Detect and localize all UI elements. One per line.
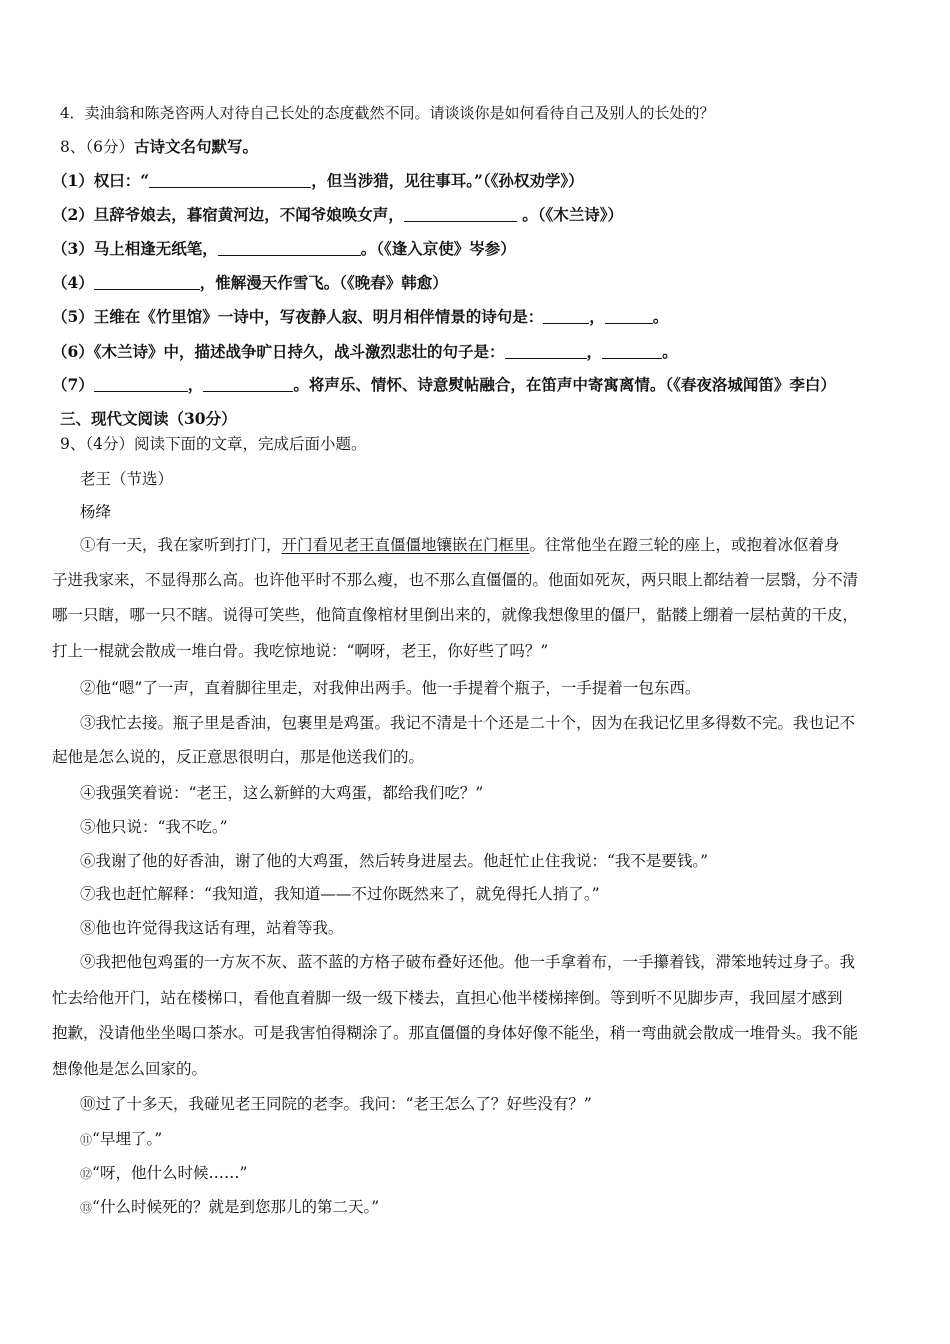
paragraph-2: ②他“嗯”了一声，直着脚往里走，对我伸出两手。他一手提着个瓶子，一手提着一包东西。 [80,679,701,697]
poem-item-7-separator: ， [187,375,204,394]
question-8-title: 古诗文名句默写。 [133,137,258,156]
article-title: 老王（节选） [80,470,174,488]
paragraph-12 [80,1163,247,1184]
question-8-header [60,137,258,157]
answer-blank[interactable] [203,375,293,392]
paragraph-12-text: “呀，他什么时候……” [92,1164,248,1182]
paragraph-9-line-3: 抱歉，没请他坐坐喝口茶水。可是我害怕得糊涂了。那直僵僵的身体好像不能坐，稍一弯曲就会散成一堆骨头。我不能 [52,1024,859,1042]
paragraph-1-text: 。往常他坐在蹬三轮的座上，或抱着冰伛着身 [529,536,840,554]
poem-item-5-suffix: 。 [652,307,669,326]
paragraph-3-line-1: ③我忙去接。瓶子里是香油，包裹里是鸡蛋。我记不清是十个还是二十个，因为在我记忆里多得数不完。我也记不 [80,714,856,732]
paragraph-12-number: ⑫ [80,1167,93,1181]
paragraph-5: ⑤他只说：“我不吃。” [80,818,228,836]
paragraph-4: ④我强笑着说：“老王，这么新鲜的大鸡蛋，都给我们吃？” [80,784,484,802]
paragraph-1-line-4: 打上一棍就会散成一堆白骨。我吃惊地说：“啊呀，老王，你好些了吗？” [52,642,549,660]
answer-blank[interactable] [94,375,188,392]
poem-item-6-suffix: 。 [662,342,678,361]
poem-item-4 [52,273,448,293]
paragraph-9-line-2: 忙去给他开门，站在楼梯口，看他直着脚一级一级下楼去，直担心他半楼梯摔倒。等到听不见脚步声，我回屋才感到 [52,989,843,1007]
paragraph-13-number: ⑬ [80,1201,93,1215]
question-8-number: 8、（6分） [60,138,134,156]
paragraph-3-line-2: 起他是怎么说的，反正意思很明白，那是他送我们的。 [52,748,425,766]
underlined-sentence: 开门看见老王直僵僵地镶嵌在门框里 [281,536,530,554]
paragraph-11 [80,1129,162,1150]
question-9: 9、（4分）阅读下面的文章，完成后面小题。 [60,435,367,453]
poem-item-6 [52,342,678,362]
poem-item-3 [52,239,516,259]
poem-item-3-suffix: 。（《逢入京使》岑参） [360,239,516,258]
answer-blank[interactable] [404,205,517,222]
paragraph-13 [80,1197,379,1218]
poem-item-6-separator: ， [586,342,603,361]
poem-item-1-suffix: ，但当涉猎，见往事耳。”（《孙权劝学》） [311,171,584,190]
poem-item-7-prefix: （7） [52,375,94,394]
answer-blank[interactable] [218,239,361,256]
answer-blank[interactable] [543,307,589,324]
poem-item-2 [52,205,623,225]
paragraph-11-number: ⑪ [80,1133,93,1147]
answer-blank[interactable] [505,342,587,359]
paragraph-8: ⑧他也许觉得我这话有理，站着等我。 [80,919,344,937]
section-3-heading: 三、现代文阅读（30分） [60,409,237,428]
poem-item-3-prefix: （3）马上相逢无纸笔， [52,239,218,258]
poem-item-2-suffix: 。（《木兰诗》） [516,205,623,224]
paragraph-1-line-1 [80,535,840,555]
poem-item-1-prefix: （1）权曰：“ [52,171,150,190]
poem-item-5 [52,307,668,327]
paragraph-6: ⑥我谢了他的好香油，谢了他的大鸡蛋，然后转身进屋去。他赶忙止住我说：“我不是要钱。” [80,852,709,870]
poem-item-6-prefix: （6）《木兰诗》中，描述战争旷日持久，战斗激烈悲壮的句子是： [52,342,505,361]
poem-item-1 [52,171,584,191]
paragraph-13-text: “什么时候死的？就是到您那儿的第二天。” [92,1198,380,1216]
paragraph-9-line-1: ⑨我把他包鸡蛋的一方灰不灰、蓝不蓝的方格子破布叠好还他。他一手拿着布，一手攥着钱，滞笨地转过身子。我 [80,953,856,971]
paragraph-1-line-3: 哪一只瞎，哪一只不瞎。说得可笑些，他简直像棺材里倒出来的，就像我想像里的僵尸，骷髅上绷着一层枯黄的干皮， [52,606,859,624]
paragraph-10: ⑩过了十多天，我碰见老王同院的老李。我问：“老王怎么了？好些没有？” [80,1095,592,1113]
paragraph-1-line-2: 子进我家来，不显得那么高。也许他平时不那么瘦，也不那么直僵僵的。他面如死灰，两只眼上都结着一层翳，分不清 [52,571,859,589]
poem-item-4-suffix: ，惟解漫天作雪飞。（《晚春》韩愈） [199,273,448,292]
article-author: 杨绛 [80,503,112,521]
question-4: 4．卖油翁和陈尧咨两人对待自己长处的态度截然不同。请谈谈你是如何看待自己及别人的长处的？ [60,104,715,122]
paragraph-7: ⑦我也赶忙解释：“我知道，我知道——不过你既然来了，就免得托人捎了。” [80,885,600,903]
poem-item-4-prefix: （4） [52,273,94,292]
paragraph-1-text: ①有一天，我在家听到打门， [80,536,282,554]
poem-item-5-separator: ， [589,307,605,326]
paragraph-11-text: “早埋了。” [92,1130,163,1148]
answer-blank[interactable] [94,273,200,290]
poem-item-2-prefix: （2）旦辞爷娘去，暮宿黄河边，不闻爷娘唤女声， [52,205,404,224]
poem-item-7 [52,375,836,395]
paragraph-9-line-4: 想像他是怎么回家的。 [52,1060,208,1078]
poem-item-7-suffix: 。将声乐、情怀、诗意熨帖融合，在笛声中寄寓离情。（《春夜洛城闻笛》李白） [293,375,836,394]
answer-blank[interactable] [605,307,653,324]
poem-item-5-prefix: （5）王维在《竹里馆》一诗中，写夜静人寂、明月相伴情景的诗句是： [52,307,544,326]
answer-blank[interactable] [149,171,311,188]
answer-blank[interactable] [602,342,662,359]
